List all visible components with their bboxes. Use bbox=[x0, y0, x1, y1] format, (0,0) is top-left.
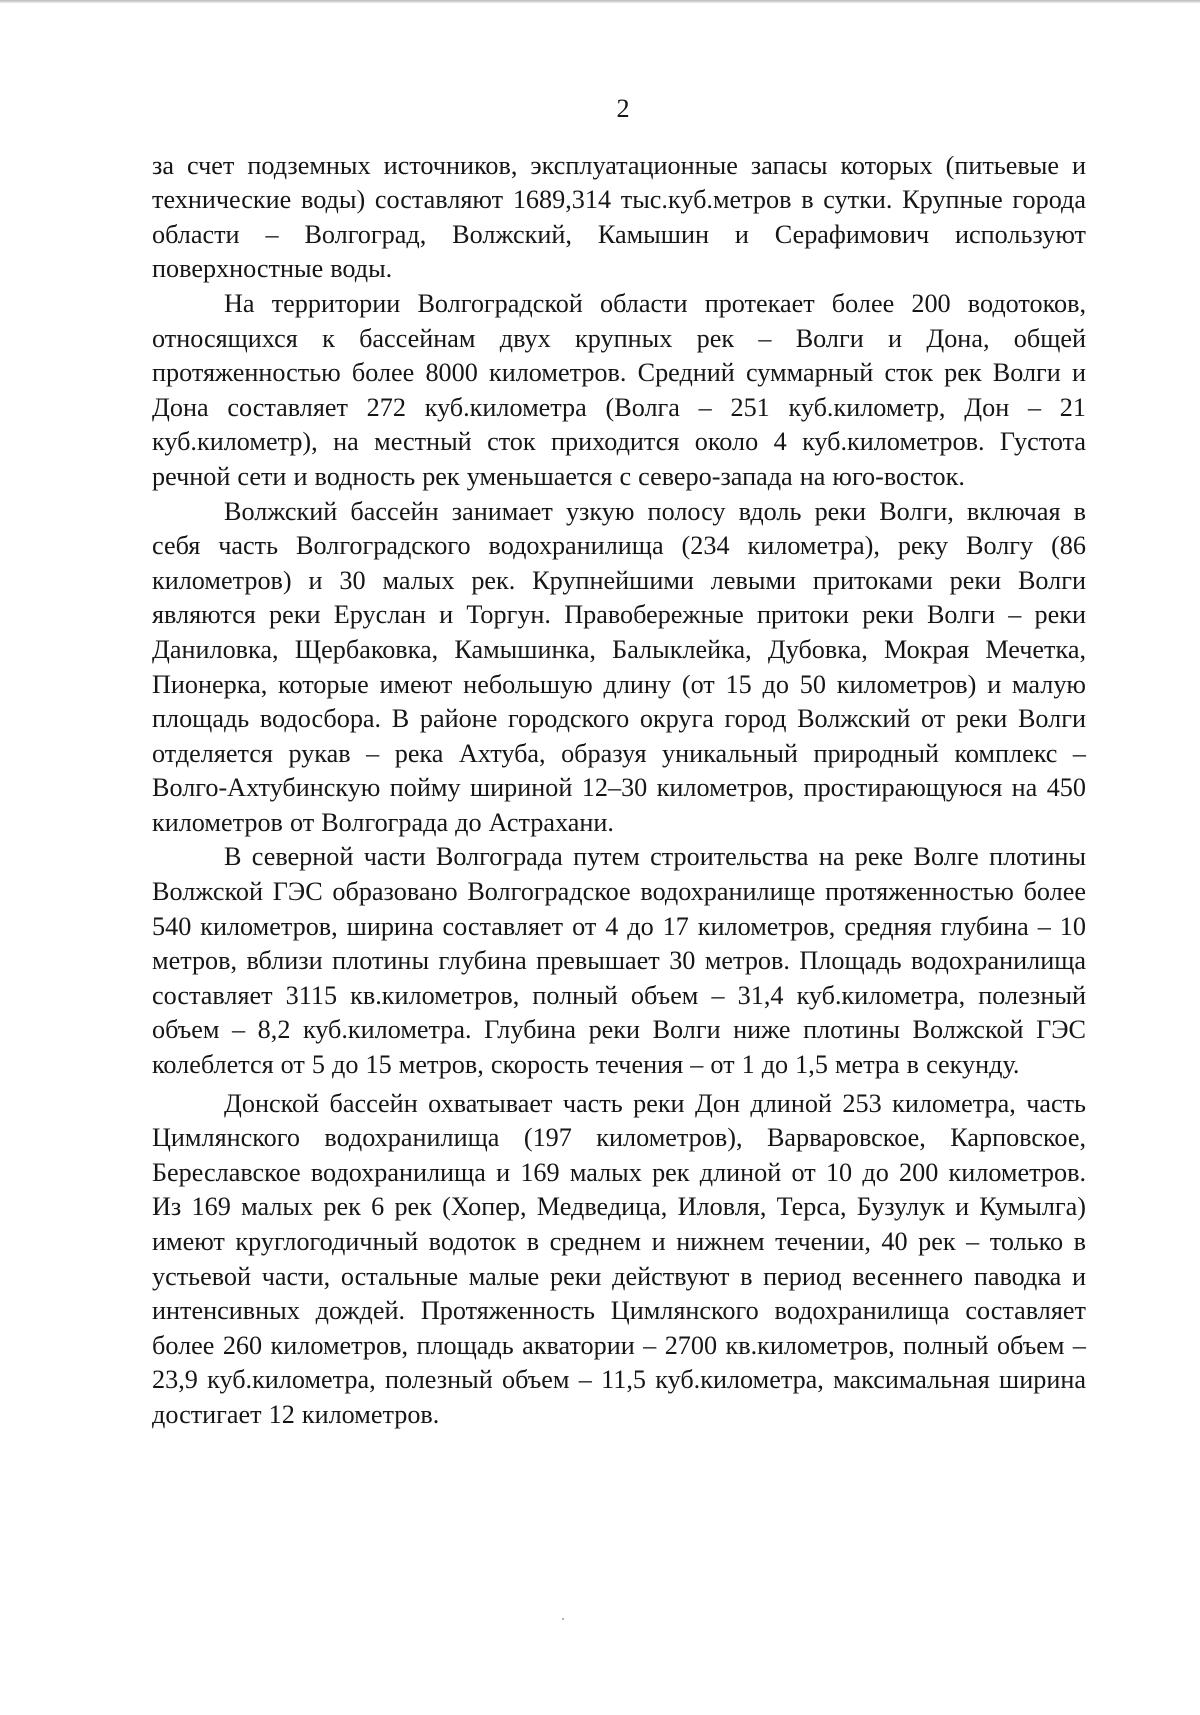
document-page bbox=[152, 92, 1086, 1433]
paragraph-volga-basin: Волжский бассейн занимает узкую полосу вдоль реки Волги, включая в себя часть Волгоградского водохранилища (234 километра), реку Волгу (86 километров) и 30 малых рек. Крупнейшими левыми притоками реки Волги являются реки Еруслан и Торгун. Правобережные притоки реки Волги – реки Даниловка, Щербаковка, Камышинка, Балыклейка, Дубовка, Мокрая Мечетка, Пионерка, которые имеют небольшую длину (от 15 до 50 километров) и малую площадь водосбора. В районе городского округа город Волжский от реки Волги отделяется рукав – река Ахтуба, образуя уникальный природный комплекс – Волго-Ахтубинскую пойму шириной 12–30 километров, простирающуюся на 450 километров от Волгограда до Астрахани. bbox=[152, 496, 1086, 837]
scan-top-edge bbox=[0, 0, 1200, 3]
paragraph-don-basin: Донской бассейн охватывает часть реки Дон длиной 253 километра, часть Цимлянского водохранилища (197 километров), Варваровское, Карповское, Береславское водохранилища и 169 малых рек длиной от 10 до 200 километров. Из 169 малых рек 6 рек (Хопер, Медведица, Иловля, Терса, Бузулук и Кумылга) имеют круглогодичный водоток в среднем и нижнем течении, 40 рек – только в устьевой части, остальные малые реки действуют в период весеннего паводка и интенсивных дождей. Протяженность Цимлянского водохранилища составляет более 260 километров, площадь акватории – 2700 кв.километров, полный объем – 23,9 куб.километра, полезный объем – 11,5 куб.километра, максимальная ширина достигает 12 километров. bbox=[152, 1088, 1086, 1429]
paragraph-volgograd-reservoir: В северной части Волгограда путем строительства на реке Волге плотины Волжской ГЭС образовано Волгоградское водохранилище протяженностью более 540 километров, ширина составляет от 4 до 17 километров, средняя глубина – 10 метров, вблизи плотины глубина превышает 30 метров. Площадь водохранилища составляет 3115 кв.километров, полный объем – 31,4 куб.километра, полезный объем – 8,2 куб.километра. Глубина реки Волги ниже плотины Волжской ГЭС колеблется от 5 до 15 метров, скорость течения – от 1 до 1,5 метра в секунду. bbox=[152, 842, 1086, 1080]
paragraph-watercourses: На территории Волгоградской области протекает более 200 водотоков, относящихся к бассейнам двух крупных рек – Волги и Дона, общей протяженностью более 8000 километров. Средний суммарный сток рек Волги и Дона составляет 272 куб.километра (Волга – 251 куб.километр, Дон – 21 куб.километр), на местный сток приходится около 4 куб.километров. Густота речной сети и водность рек уменьшается с северо-запада на юго-восток. bbox=[152, 288, 1086, 491]
paragraph-groundwater: за счет подземных источников, эксплуатационные запасы которых (питьевые и технические воды) составляют 1689,314 тыс.куб.метров в сутки. Крупные города области – Волгоград, Волжский, Камышин и Серафимович используют поверхностные воды. bbox=[152, 150, 1086, 284]
page-number: 2 bbox=[616, 94, 630, 123]
scan-speck bbox=[562, 1618, 564, 1620]
